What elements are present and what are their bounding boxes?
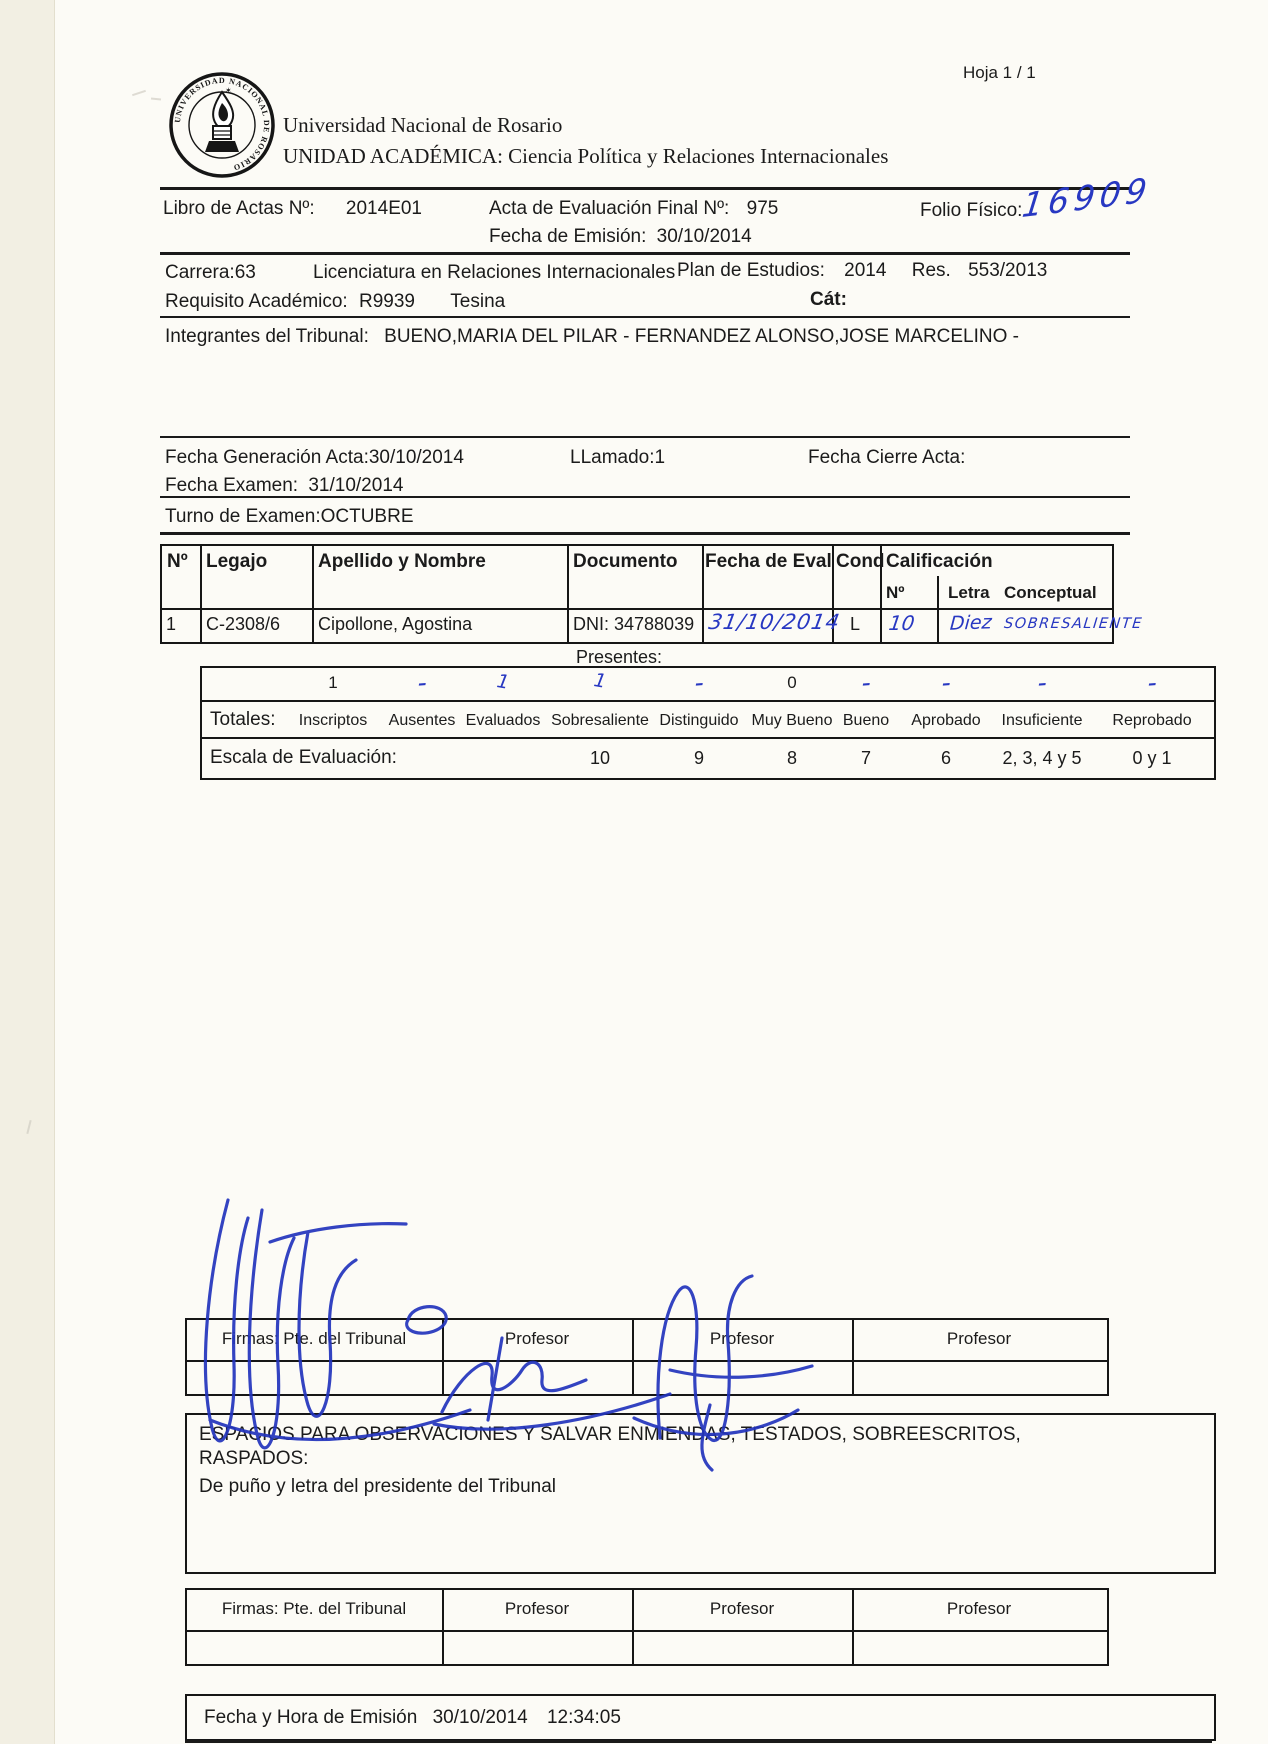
presentes-label: Presentes:: [575, 647, 663, 667]
rule-above-table: [160, 532, 1130, 535]
col-header-calif-letra: Letra: [948, 583, 990, 602]
rule-above-fechas: [160, 436, 1130, 438]
llamado-line: [570, 446, 665, 470]
scan-artifact: [132, 90, 146, 96]
university-seal-logo: [167, 70, 277, 180]
students-table: [160, 544, 1144, 644]
escala-distinguido: 9: [693, 748, 705, 768]
fecha-examen-label: Fecha Examen:: [165, 475, 299, 496]
turno-line: [165, 505, 414, 529]
fecha-emision-value: 30/10/2014: [656, 226, 752, 247]
tribunal-line: [165, 325, 1019, 349]
fecha-emision-label: Fecha de Emisión:: [489, 226, 647, 247]
student-nombre: Cipollone, Agostina: [318, 614, 473, 634]
firmas-header-profesor-1: Profesor: [504, 1329, 570, 1348]
escala-muy-bueno: 8: [786, 748, 798, 768]
firmas2-header-profesor-2: Profesor: [709, 1599, 775, 1618]
col-header-documento: Documento: [573, 551, 678, 572]
seal-lamp-base: [205, 141, 239, 152]
rule-below-carrera: [160, 316, 1130, 318]
fecha-generacion-label: Fecha Generación Acta:: [165, 447, 369, 468]
student-documento: DNI: 34788039: [573, 614, 695, 634]
escala-label: Escala de Evaluación:: [210, 747, 397, 768]
tribunal-members: BUENO,MARIA DEL PILAR - FERNANDEZ ALONSO,JOSE MARCELINO -: [384, 326, 1020, 347]
observaciones-subtext: De puño y letra del presidente del Tribunal: [199, 1476, 557, 1497]
carrera-label: Carrera:: [165, 262, 235, 283]
totales-label: Totales:: [210, 709, 276, 730]
escala-insuficiente: 2, 3, 4 y 5: [1002, 748, 1082, 768]
total-ausentes-handwritten: –: [417, 673, 427, 695]
total-evaluados-handwritten: 1: [495, 670, 511, 694]
column-label-inscriptos: Inscriptos: [298, 712, 368, 729]
total-muy-bueno-value: 0: [787, 673, 797, 692]
fecha-emision-line: [489, 225, 752, 249]
university-name: Universidad Nacional de Rosario: [283, 113, 563, 137]
folio-fisico-label: Folio Físico:: [920, 200, 1023, 221]
llamado-value: 1: [654, 447, 666, 468]
fecha-generacion-value: 30/10/2014: [368, 447, 464, 468]
observaciones-box: [185, 1413, 1216, 1574]
total-inscriptos-value: 1: [328, 673, 338, 692]
col-header-calif-nro: Nº: [886, 583, 905, 602]
rule-header-top: [160, 187, 1130, 190]
col-header-nro: Nº: [167, 551, 188, 572]
column-label-aprobado: Aprobado: [911, 712, 981, 729]
firmas-header-profesor-2: Profesor: [709, 1329, 775, 1348]
column-label-ausentes: Ausentes: [388, 712, 456, 729]
total-reprobado-handwritten: –: [1147, 673, 1157, 695]
carrera-line: [165, 261, 256, 285]
firmas2-header-presidente: Firmas: Pte. del Tribunal: [221, 1599, 407, 1618]
requisito-nombre: Tesina: [450, 291, 506, 312]
emision-footer-box: [185, 1694, 1216, 1741]
total-aprobado-handwritten: –: [941, 673, 951, 695]
catedra-label: Cát:: [810, 289, 847, 310]
total-insuficiente-handwritten: –: [1037, 673, 1047, 695]
requisito-label: Requisito Académico:: [165, 291, 348, 312]
firmas-header-presidente: Firmas: Pte. del Tribunal: [221, 1329, 407, 1348]
plan-estudios-line: [677, 259, 1047, 283]
rule-below-acta-id: [160, 252, 1130, 255]
scan-artifact: [151, 97, 161, 100]
student-fecha-eval-handwritten: 31/10/2014: [706, 610, 843, 634]
col-header-nombre: Apellido y Nombre: [318, 551, 486, 572]
col-header-fecha-eval: Fecha de Eval: [705, 551, 832, 572]
firmas-header-profesor-3: Profesor: [946, 1329, 1012, 1348]
emision-footer-time: 12:34:05: [546, 1707, 621, 1728]
escala-sobresaliente: 10: [589, 748, 611, 768]
plan-estudios-value: 2014: [844, 260, 887, 281]
fecha-cierre-label: Fecha Cierre Acta:: [808, 447, 966, 468]
student-calif-nro-handwritten: 10: [887, 611, 917, 635]
col-header-cond: Cond: [836, 551, 885, 572]
seal-star-icon: ✶: [225, 86, 232, 95]
next-box-partial-border: [185, 1740, 1212, 1743]
requisito-value: R9939: [359, 291, 415, 312]
student-calif-letra-handwritten: Diez: [949, 611, 993, 635]
escala-bueno: 7: [860, 748, 872, 768]
total-distinguido-handwritten: –: [694, 673, 704, 695]
emision-footer-date: 30/10/2014: [432, 1707, 528, 1728]
column-label-sobresaliente: Sobresaliente: [551, 712, 649, 729]
firmas-table-empty: [185, 1588, 1109, 1666]
resolucion-value: 553/2013: [968, 260, 1048, 281]
turno-label: Turno de Examen:: [165, 506, 321, 527]
requisito-line: [165, 290, 505, 314]
column-label-reprobado: Reprobado: [1112, 712, 1192, 729]
tribunal-label: Integrantes del Tribunal:: [165, 326, 369, 347]
seal-lamp-body: [213, 126, 231, 139]
col-header-calif-conceptual: Conceptual: [1004, 583, 1097, 602]
firmas-table-signed: [185, 1318, 1109, 1396]
column-label-distinguido: Distinguido: [659, 712, 739, 729]
carrera-nombre: Licenciatura en Relaciones Internacionales: [313, 262, 676, 283]
fecha-examen-line: [165, 474, 403, 498]
resolucion-label: Res.: [911, 260, 951, 281]
col-header-legajo: Legajo: [206, 551, 268, 572]
plan-estudios-label: Plan de Estudios:: [677, 260, 825, 281]
student-cond: L: [850, 614, 861, 634]
fecha-examen-value: 31/10/2014: [308, 475, 404, 496]
totales-box: [200, 666, 1216, 780]
carrera-code: 63: [234, 262, 256, 283]
libro-actas-value: 2014E01: [345, 198, 422, 219]
folio-fisico-handwritten: 16909: [1020, 169, 1154, 226]
scan-left-edge: [0, 0, 55, 1744]
student-calif-conceptual-handwritten: SOBRESALIENTE: [1003, 616, 1144, 632]
emision-footer-line: [204, 1706, 621, 1730]
fecha-generacion-line: [165, 446, 464, 470]
libro-actas-line: [163, 197, 422, 221]
column-label-bueno: Bueno: [842, 712, 890, 729]
sheet-number: Hoja 1 / 1: [963, 63, 1036, 82]
acta-final-value: 975: [746, 198, 779, 219]
escala-reprobado: 0 y 1: [1132, 748, 1172, 768]
total-sobresaliente-handwritten: 1: [592, 669, 608, 693]
escala-aprobado: 6: [940, 748, 952, 768]
emision-footer-label: Fecha y Hora de Emisión: [204, 1707, 418, 1728]
acta-final-label: Acta de Evaluación Final Nº:: [489, 198, 730, 219]
student-legajo: C-2308/6: [206, 614, 281, 634]
libro-actas-label: Libro de Actas Nº:: [163, 198, 315, 219]
total-bueno-handwritten: –: [861, 673, 871, 695]
column-label-evaluados: Evaluados: [465, 712, 541, 729]
academic-unit: UNIDAD ACADÉMICA: Ciencia Política y Relaciones Internacionales: [283, 144, 889, 168]
seal-ring-text: UNIVERSIDAD NACIONAL DE ROSARIO: [172, 75, 272, 173]
col-header-calificacion: Calificación: [886, 551, 993, 572]
column-label-muy-bueno: Muy Bueno: [751, 712, 833, 729]
turno-value: OCTUBRE: [320, 506, 414, 527]
observaciones-text: ESPACIOS PARA OBSERVACIONES Y SALVAR ENMIENDAS, TESTADOS, SOBREESCRITOS, RASPADOS:: [199, 1424, 1021, 1469]
llamado-label: LLamado:: [570, 447, 655, 468]
firmas2-header-profesor-3: Profesor: [946, 1599, 1012, 1618]
acta-final-line: [489, 197, 778, 221]
firmas2-header-profesor-1: Profesor: [504, 1599, 570, 1618]
column-label-insuficiente: Insuficiente: [1001, 712, 1083, 729]
rule-above-turno: [160, 496, 1130, 498]
student-nro: 1: [166, 614, 177, 634]
